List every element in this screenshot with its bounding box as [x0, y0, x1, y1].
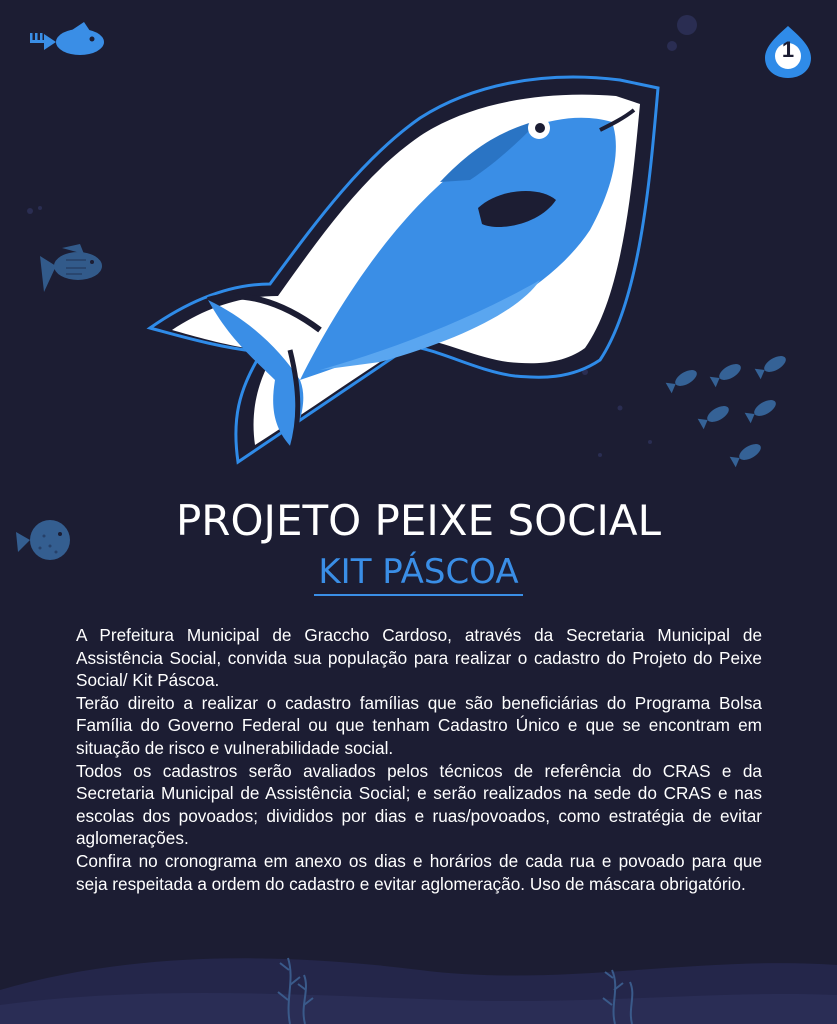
- paragraph-2: Terão direito a realizar o cadastro famílias que são beneficiárias do Programa Bolsa Família do Governo Federal ou que tenham Cadastro Único e que se encontram em situação de risco e vulnerabilidade social.: [76, 692, 762, 758]
- paragraph-1: A Prefeitura Municipal de Graccho Cardoso, através da Secretaria Municipal de Assistência Social, convida sua população para realizar o cadastro do Projeto do Peixe Social/ Kit Páscoa.: [76, 625, 762, 691]
- badge-number: 1: [781, 37, 795, 62]
- paragraph-3: Todos os cadastros serão avaliados pelos técnicos de referência do CRAS e da Secretaria Municipal de Assistência Social; e serão realizados na sede do CRAS e nas escolas dos povoados; divididos por dias e ruas/povoados, como estratégia de evitar aglomerações.: [76, 760, 762, 849]
- description-text: [76, 624, 762, 895]
- big-fish-illustration: [150, 77, 658, 462]
- fish-school-icon: [666, 353, 789, 467]
- subtitle-wrapper: [0, 552, 837, 596]
- fish-fork-logo-icon: [30, 22, 104, 55]
- small-fish-icon: [40, 244, 102, 292]
- page-title: PROJETO PEIXE SOCIAL: [175, 496, 662, 545]
- page-subtitle: KIT PÁSCOA: [314, 552, 522, 596]
- paragraph-4: Confira no cronograma em anexo os dias e horários de cada rua e povoado para que seja respeitada a ordem do cadastro e evitar aglomeração. Uso de máscara obrigatório.: [76, 850, 762, 894]
